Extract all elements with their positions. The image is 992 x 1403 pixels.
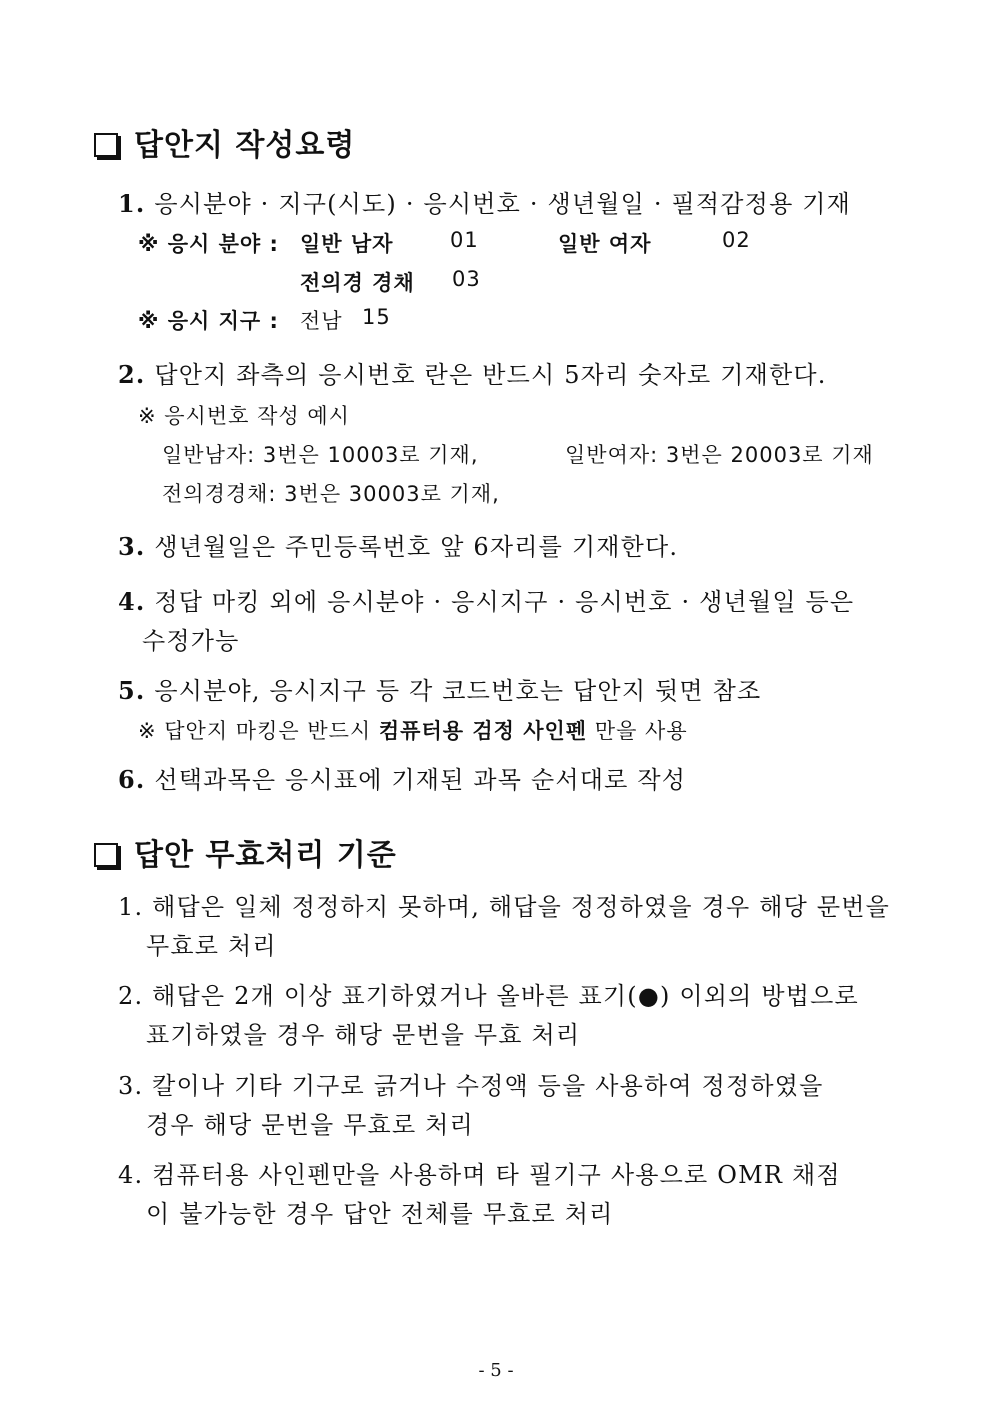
example-general-female: 일반여자: 3번은 20003로 기재 [565,443,874,467]
rule-item-2 [118,976,859,1011]
field-label-general-female: 일반 여자 [558,232,652,256]
section-title-answer-sheet-guide [94,120,355,164]
item-text-line1: 칼이나 기타 기구로 긁거나 수정액 등을 사용하여 정정하였을 [152,1072,824,1100]
item-number: 4. [118,1161,144,1189]
region-code: 15 [362,305,391,329]
field-code-general-male: 01 [450,228,479,252]
item-text: 응시분야 · 지구(시도) · 응시번호 · 생년월일 · 필적감정용 기재 [154,190,852,218]
field-code-general-female: 02 [722,228,751,252]
item-number: 6. [118,765,146,794]
field-label-police-hire: 전의경 경채 [300,271,415,295]
guide-item-1 [118,184,851,219]
example-note: ※ 응시번호 작성 예시 [138,404,350,428]
item-text-line1: 해답은 2개 이상 표기하였거나 올바른 표기(●) 이외의 방법으로 [152,982,859,1010]
item-number: 1. [118,189,146,218]
region-label: 전남 [300,309,343,333]
rule-item-4-line2: 이 불가능한 경우 답안 전체를 무효로 처리 [146,1200,614,1228]
rule-item-2-line2: 표기하였을 경우 해당 문번을 무효 처리 [146,1021,581,1049]
item-number: 1. [118,893,144,921]
guide-item-5 [118,671,761,706]
example-police-hire: 전의경경채: 3번은 30003로 기재, [162,482,500,506]
marking-note [138,715,688,745]
guide-item-4 [118,582,854,617]
item-text-line1: 정답 마킹 외에 응시분야 · 응시지구 · 응시번호 · 생년월일 등은 [154,588,855,616]
field-label-general-male: 일반 남자 [300,232,394,256]
item-text: 선택과목은 응시표에 기재된 과목 순서대로 작성 [154,766,687,794]
rule-item-1 [118,887,890,922]
section-title-text: 답안 무효처리 기준 [134,838,397,873]
item-number: 3. [118,532,146,561]
guide-item-2 [118,355,827,390]
item-text-line1: 컴퓨터용 사인펜만을 사용하며 타 필기구 사용으로 OMR 채점 [152,1161,841,1189]
rule-item-1-line2: 무효로 처리 [146,932,277,960]
item-number: 4. [118,587,146,616]
checkbox-square-icon [94,133,118,157]
item-number: 5. [118,676,146,705]
guide-item-6 [118,760,686,795]
field-note-prefix: ※ 응시 분야 : [138,232,279,256]
marking-note-pre: ※ 답안지 마킹은 반드시 [138,719,372,743]
guide-item-3 [118,527,678,562]
item-number: 3. [118,1072,144,1100]
section-title-text: 답안지 작성요령 [134,128,356,163]
region-note-prefix: ※ 응시 지구 : [138,309,279,333]
guide-item-4-line2: 수정가능 [142,627,240,655]
checkbox-square-icon [94,843,118,867]
rule-item-4 [118,1155,841,1190]
rule-item-3 [118,1066,824,1101]
rule-item-3-line2: 경우 해당 문번을 무효로 처리 [146,1111,474,1139]
marking-note-bold: 컴퓨터용 검정 사인펜 [378,719,588,743]
page-number: - 5 - [478,1360,514,1381]
item-number: 2. [118,360,146,389]
marking-note-post: 만을 사용 [594,719,688,743]
item-text: 응시분야, 응시지구 등 각 코드번호는 답안지 뒷면 참조 [154,677,762,705]
example-general-male: 일반남자: 3번은 10003로 기재, [162,443,479,467]
item-number: 2. [118,982,144,1010]
field-code-police-hire: 03 [452,267,481,291]
item-text: 생년월일은 주민등록번호 앞 6자리를 기재한다. [154,533,679,561]
item-text-line1: 해답은 일체 정정하지 못하며, 해답을 정정하였을 경우 해당 문번을 [152,893,890,921]
section-title-invalidation-criteria [94,830,397,874]
item-text: 답안지 좌측의 응시번호 란은 반드시 5자리 숫자로 기재한다. [154,361,827,389]
